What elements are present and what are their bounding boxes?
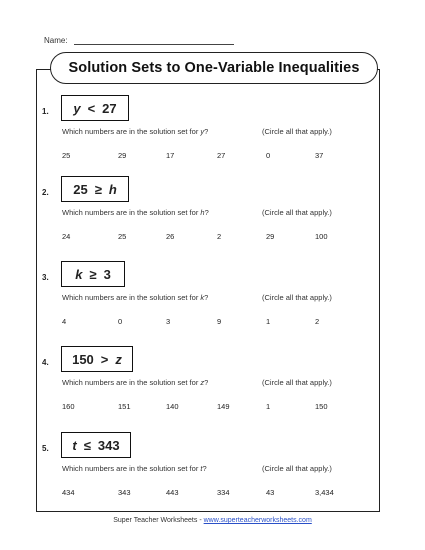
inequality-left: 150 [72,351,94,367]
question-variable: z [200,378,205,387]
problem-5 [0,432,425,502]
circle-instruction: (Circle all that apply.) [262,464,332,473]
inequality-left: y [73,100,81,116]
answer-option[interactable]: 0 [266,151,271,160]
problem-number: 2. [42,188,49,197]
problem-3 [0,261,425,331]
circle-instruction: (Circle all that apply.) [262,127,332,136]
answer-option[interactable]: 343 [118,488,131,497]
answer-option[interactable]: 443 [166,488,179,497]
inequality-box [61,261,125,287]
answer-option[interactable]: 25 [118,232,127,241]
inequality-box [61,346,133,372]
question-prefix: Which numbers are in the solution set for [62,464,199,473]
circle-instruction: (Circle all that apply.) [262,208,332,217]
inequality-operator: < [87,100,96,116]
inequality-right: z [115,351,122,367]
inequality-operator: > [100,351,109,367]
inequality-box [61,432,131,458]
name-blank-line[interactable] [74,44,234,45]
inequality-right: 3 [103,266,111,282]
question-variable: y [200,127,205,136]
answer-option[interactable]: 1 [266,317,271,326]
question-text [62,127,332,136]
worksheet-title [50,52,378,84]
inequality-box [61,176,129,202]
answer-option[interactable]: 43 [266,488,275,497]
answer-option[interactable]: 0 [118,317,123,326]
footer-url-link[interactable]: www.superteacherworksheets.com [203,517,312,524]
inequality-left: k [75,266,83,282]
circle-instruction: (Circle all that apply.) [262,378,332,387]
answer-option[interactable]: 150 [315,402,328,411]
answer-option[interactable]: 2 [315,317,320,326]
question-prefix: Which numbers are in the solution set for [62,293,199,302]
answer-option[interactable]: 27 [217,151,226,160]
answer-option[interactable]: 25 [62,151,71,160]
answer-option[interactable]: 9 [217,317,222,326]
answer-option[interactable]: 29 [266,232,275,241]
answer-option[interactable]: 140 [166,402,179,411]
answer-option[interactable]: 29 [118,151,127,160]
answer-option[interactable]: 100 [315,232,328,241]
problem-number: 3. [42,273,49,282]
footer [0,517,425,524]
footer-separator: - [197,517,204,524]
question-text [62,208,332,217]
question-variable: k [200,293,205,302]
question-variable: t [200,464,203,473]
inequality-right: h [108,181,117,197]
inequality-operator: ≤ [83,437,91,453]
answer-option[interactable]: 334 [217,488,230,497]
footer-site-name: Super Teacher Worksheets [113,517,198,524]
question-suffix: ? [204,208,209,217]
problem-1 [0,95,425,165]
answer-option[interactable]: 3,434 [315,488,334,497]
problem-4 [0,346,425,416]
question-prefix: Which numbers are in the solution set for [62,378,199,387]
answer-option[interactable]: 149 [217,402,230,411]
problem-number: 5. [42,444,49,453]
answer-option[interactable]: 24 [62,232,71,241]
problem-number: 4. [42,358,49,367]
answer-option[interactable]: 3 [166,317,171,326]
inequality-left: t [72,437,77,453]
question-prefix: Which numbers are in the solution set for [62,208,199,217]
inequality-operator: ≥ [89,266,97,282]
inequality-box [61,95,129,121]
answer-option[interactable]: 37 [315,151,324,160]
question-prefix: Which numbers are in the solution set for [62,127,199,136]
answer-option[interactable]: 17 [166,151,175,160]
answer-option[interactable]: 1 [266,402,271,411]
question-text [62,378,332,387]
answer-option[interactable]: 434 [62,488,75,497]
question-suffix: ? [204,293,209,302]
title-text: Solution Sets to One-Variable Inequalities [68,60,360,76]
inequality-left: 25 [73,181,88,197]
name-label: Name: [44,36,68,45]
circle-instruction: (Circle all that apply.) [262,293,332,302]
name-field[interactable] [44,36,68,45]
question-suffix: ? [204,127,209,136]
answer-option[interactable]: 4 [62,317,67,326]
answer-option[interactable]: 151 [118,402,131,411]
inequality-operator: ≥ [94,181,102,197]
problem-number: 1. [42,107,49,116]
inequality-right: 27 [102,100,117,116]
answer-option[interactable]: 2 [217,232,222,241]
answer-option[interactable]: 26 [166,232,175,241]
question-text [62,464,332,473]
problem-2 [0,176,425,246]
inequality-right: 343 [97,437,120,453]
question-text [62,293,332,302]
question-suffix: ? [204,378,209,387]
question-variable: h [200,208,205,217]
answer-option[interactable]: 160 [62,402,75,411]
question-suffix: ? [202,464,207,473]
